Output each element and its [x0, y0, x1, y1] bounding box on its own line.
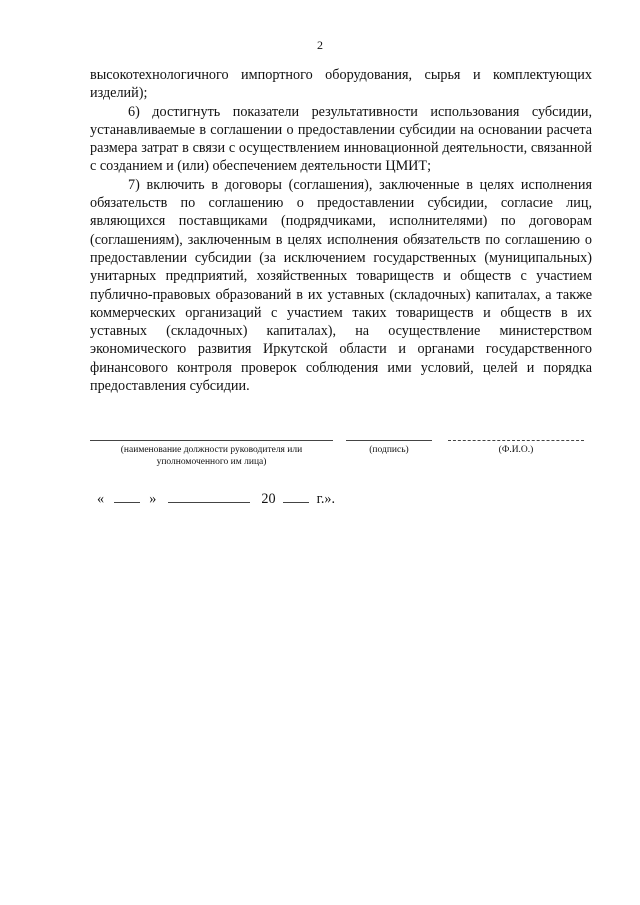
month-blank: [168, 490, 250, 503]
page-number: 2: [317, 38, 323, 52]
document-body: [90, 66, 592, 395]
date-close-quote: »: [149, 491, 157, 507]
paragraph-item-6: 6) достигнуть показатели результативности использования субсидии, устанавливаемые в соглашении о предоставлении субсидии на основании расчета размера затрат в связи с осуществлением инновационной деятельности, связанной с созданием и (или) обеспечением деятельности ЦМИТ;: [90, 103, 592, 175]
year-prefix: 20: [261, 491, 276, 507]
name-caption: (Ф.И.О.): [498, 445, 534, 455]
position-line: [90, 440, 333, 441]
date-line: [97, 490, 335, 508]
signature-column: [346, 440, 432, 456]
day-blank: [114, 490, 140, 503]
year-blank: [283, 490, 309, 503]
signature-line: [346, 440, 432, 441]
name-line: [448, 440, 584, 441]
name-column: [448, 440, 584, 456]
signature-caption: (подпись): [369, 445, 409, 455]
position-column: [90, 440, 333, 468]
position-caption: (наименование должности руководителя или уполномоченного им лица): [120, 445, 303, 467]
date-open-quote: «: [97, 491, 105, 507]
paragraph-item-7: 7) включить в договоры (соглашения), заключенные в целях исполнения обязательств по соглашению о предоставлении субсидии, согласие лиц, являющихся поставщиками (подрядчиками, исполнителями) по договорам (соглашениям), заключенным в целях исполнения обязательств по соглашению о предоставлении субсидии (за исключением государственных (муниципальных) унитарных предприятий, хозяйственных товариществ и обществ с участием публично-правовых образований в их уставных (складочных) капиталах, а также коммерческих организаций с участием таких товариществ и обществ в их уставных (складочных) капиталах), на осуществление министерством экономического развития Иркутской области и органами государственного финансового контроля проверок соблюдения ими условий, целей и порядка предоставления субсидии.: [90, 176, 592, 395]
paragraph-continuation: высокотехнологичного импортного оборудования, сырья и комплектующих изделий);: [90, 67, 592, 102]
date-suffix: г.».: [316, 491, 336, 507]
